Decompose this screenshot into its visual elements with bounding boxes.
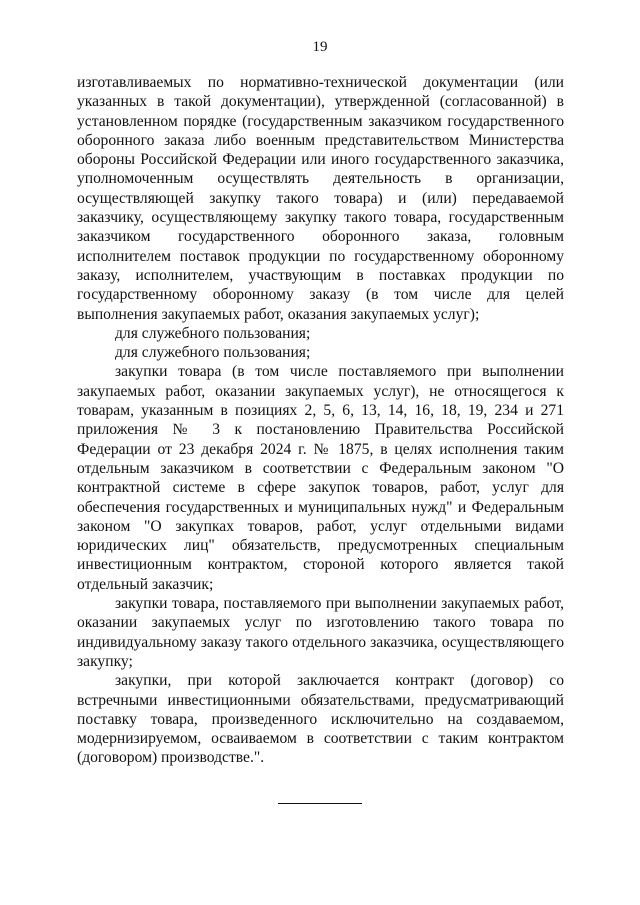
document-body: [77, 73, 564, 768]
paragraph-restricted-1: для служебного пользования;: [115, 324, 311, 342]
paragraph-continuation: изготавливаемых по нормативно-технической документации (или указанных в такой документации), утвержденной (согласованной) в установленном порядке (государственным заказчиком государственного оборонного заказа либо военным представительством Министерства обороны Российской Федерации или иного государственного заказчика, уполномоченным осуществлять деятельность в организации, осуществляющей закупку такого товара) и (или) передаваемой заказчику, осуществляющему закупку такого товара, государственным заказчиком государственного оборонного заказа, головным исполнителем поставок продукции по государственному оборонному заказу, исполнителем, участвующим в поставках продукции по государственному оборонному заказу (в том числе для целей выполнения закупаемых работ, оказания закупаемых услуг);: [77, 74, 564, 323]
paragraph-restricted-2: для служебного пользования;: [115, 344, 311, 362]
paragraph-investment-contract: закупки товара (в том числе поставляемого при выполнении закупаемых работ, оказании закупаемых услуг), не относящегося к товарам, указанным в позициях 2, 5, 6, 13, 14, 16, 18, 19, 234 и 271 приложения № 3 к постановлению Правительства Российской Федерации от 23 декабря 2024 г. № 1875, в целях исполнения таким отдельным заказчиком в соответствии с Федеральным законом "О контрактной системе в сфере закупок товаров, работ, услуг для обеспечения государственных и муниципальных нужд" и Федеральным законом "О закупках товаров, работ, услуг отдельными видами юридических лиц" обязательств, предусмотренных специальным инвестиционным контрактом, стороной которого является такой отдельный заказчик;: [77, 363, 564, 593]
paragraph-individual-order: закупки товара, поставляемого при выполнении закупаемых работ, оказании закупаемых услуг по изготовлению такого товара по индивидуальному заказу такого отдельного заказчика, осуществляющего закупку;: [77, 595, 564, 670]
page-number: 19: [312, 39, 328, 55]
closing-rule: [278, 803, 362, 804]
paragraph-counter-obligations: закупки, при которой заключается контракт (договор) со встречными инвестиционными обязательствами, предусматривающий поставку товара, произведенного исключительно на создаваемом, модернизируемом, осваиваемом в соответствии с таким контрактом (договором) производстве.".: [77, 672, 564, 767]
